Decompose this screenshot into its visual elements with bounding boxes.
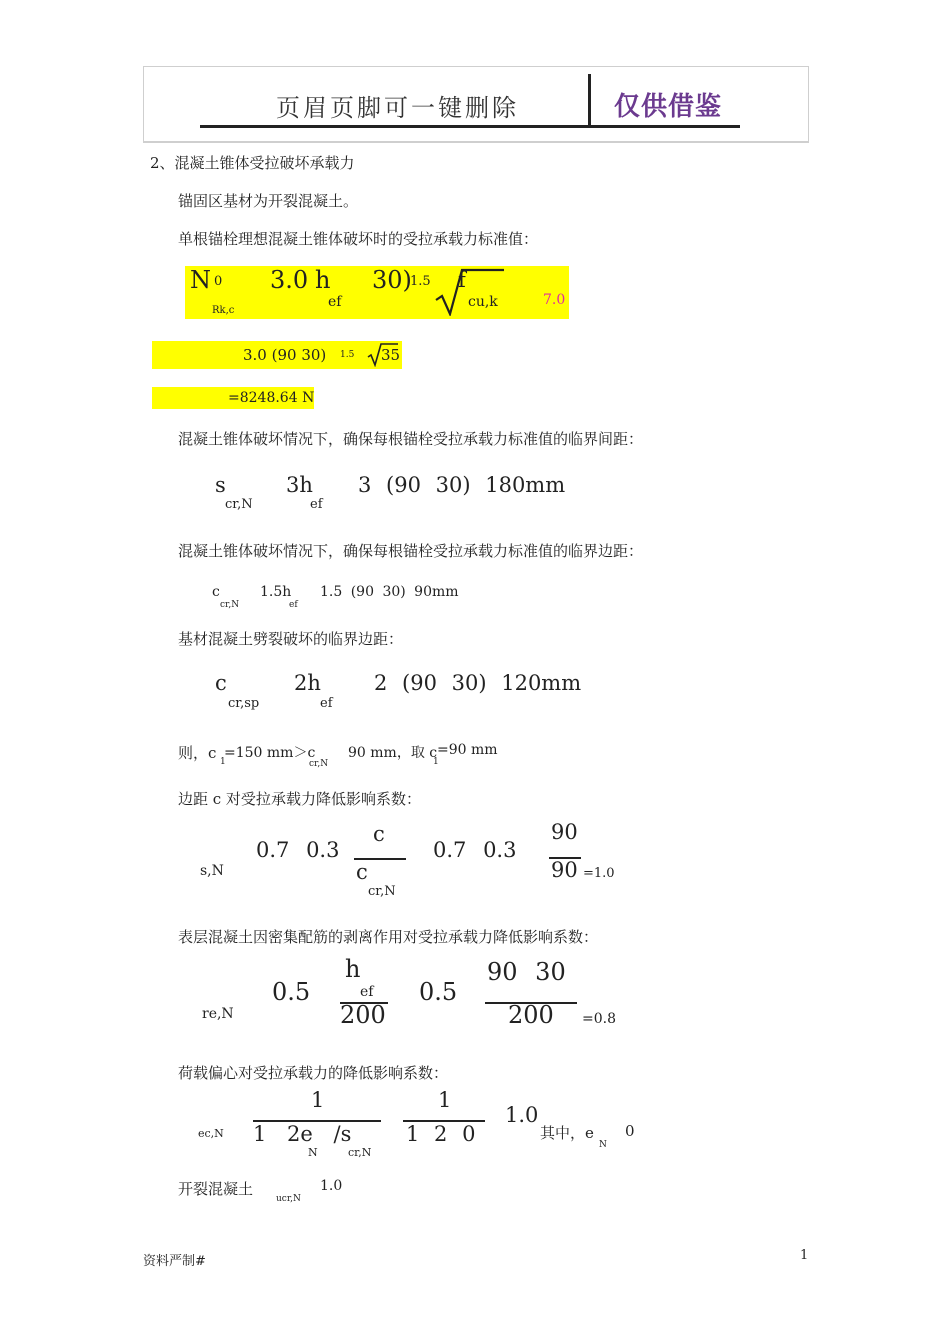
formula7-den2: 90 xyxy=(551,858,578,882)
footer-left: 资料严制# xyxy=(143,1254,206,1269)
paragraph-spalling-factor: 表层混凝土因密集配筋的剥离作用对受拉承载力降低影响系数： xyxy=(178,928,599,946)
formula5-ef: ef xyxy=(289,600,298,610)
paragraph-base-material: 锚固区基材为开裂混凝土。 xyxy=(178,192,359,210)
formula1-sub: Rk,c xyxy=(212,305,235,316)
formula9-num2: 1 xyxy=(438,1088,452,1112)
paragraph-then-s2: cr,N xyxy=(309,759,329,769)
formula2-root: 35 xyxy=(381,346,401,364)
formula1-ef: ef xyxy=(328,294,342,310)
formula7-t2: 0.7 0.3 xyxy=(433,838,517,862)
header-rule xyxy=(200,125,740,128)
formula2-expr: 3.0 (90 30) xyxy=(243,346,327,364)
formula1-minus30: 30) xyxy=(372,266,412,294)
formula7-sub: s,N xyxy=(200,863,224,879)
paragraph-critical-edge: 混凝土锥体破坏情况下，确保每根锚栓受拉承载力标准值的临界边距： xyxy=(178,542,644,560)
paragraph-then-b: =150 mm＞c xyxy=(224,745,316,761)
formula4-s: s xyxy=(215,473,226,497)
formula9-res: 1.0 xyxy=(505,1103,539,1127)
formula3-result: =8248.64 N xyxy=(228,390,315,406)
formula6-c: c xyxy=(215,671,227,695)
formula7-num2: 90 xyxy=(551,820,578,844)
formula1-h: h xyxy=(315,266,331,294)
header-separator xyxy=(588,74,591,128)
formula6-t2: 2 (90 30) 120mm xyxy=(374,671,582,695)
formula7-t1: 0.7 0.3 xyxy=(256,838,340,862)
formula1-f: f xyxy=(458,268,466,292)
formula5-t1: 1.5h xyxy=(260,584,292,600)
formula2-pow: 1.5 xyxy=(340,350,355,360)
formula4-t2: 3 (90 30) 180mm xyxy=(358,473,566,497)
paragraph-then-c: 90 mm，取 c xyxy=(348,745,438,761)
formula8-num2: 90 30 xyxy=(487,958,566,986)
paragraph-edge-factor: 边距 c 对受拉承载力降低影响系数： xyxy=(178,790,421,808)
formula8-numsub: ef xyxy=(360,984,374,1000)
paragraph-then-d: =90 mm xyxy=(437,742,498,758)
paragraph-cracked-concrete: 开裂混凝土 xyxy=(178,1180,254,1198)
formula8-num: h xyxy=(345,955,361,983)
formula8-t2: 0.5 xyxy=(419,978,458,1006)
paragraph-then-s3: 1 xyxy=(433,757,439,767)
formula9-densub2: cr,N xyxy=(348,1146,372,1159)
formula9-den2: 1 2 0 xyxy=(406,1122,476,1146)
formula4-t1: 3h xyxy=(286,473,313,497)
paragraph-cracked-val: 1.0 xyxy=(320,1178,343,1194)
formula9-sub: ec,N xyxy=(198,1127,224,1140)
paragraph-then-s1: 1 xyxy=(220,757,226,767)
formula9-den: 1 2e /s xyxy=(253,1122,352,1146)
formula8-t1: 0.5 xyxy=(272,978,311,1006)
paragraph-cone-capacity: 单根锚栓理想混凝土锥体破坏时的受拉承载力标准值： xyxy=(178,230,539,248)
formula6-sub: cr,sp xyxy=(228,696,260,711)
paragraph-splitting-edge: 基材混凝土劈裂破坏的临界边距： xyxy=(178,630,404,648)
formula9-where: 其中，e xyxy=(540,1124,594,1142)
formula8-res: =0.8 xyxy=(582,1011,616,1027)
formula9-wval: 0 xyxy=(625,1122,635,1140)
formula1-lhs: N xyxy=(190,266,211,294)
formula1-coef: 3.0 xyxy=(270,266,309,294)
formula1-sup0: 0 xyxy=(214,274,223,289)
formula4-ef: ef xyxy=(310,497,323,512)
page-number: 1 xyxy=(800,1248,809,1263)
formula5-t2: 1.5 (90 30) 90mm xyxy=(320,584,459,600)
formula1-pow: 1.5 xyxy=(410,274,431,289)
formula9-densub1: N xyxy=(308,1146,318,1159)
formula9-num: 1 xyxy=(311,1088,325,1112)
formula1-red-note: 7.0 xyxy=(543,292,566,308)
formula8-den2: 200 xyxy=(508,1001,554,1029)
formula5-c: c xyxy=(212,584,220,600)
formula7-den: c xyxy=(356,860,368,884)
formula6-ef: ef xyxy=(320,696,333,711)
paragraph-cracked-sub: ucr,N xyxy=(276,1194,301,1204)
paragraph-critical-spacing: 混凝土锥体破坏情况下，确保每根锚栓受拉承载力标准值的临界间距： xyxy=(178,430,644,448)
formula7-densub: cr,N xyxy=(368,884,396,899)
paragraph-then-a: 则，c xyxy=(178,744,217,762)
formula8-den: 200 xyxy=(340,1001,386,1029)
formula1-fsub: cu,k xyxy=(468,294,498,310)
paragraph-eccentricity-factor: 荷载偏心对受拉承载力的降低影响系数： xyxy=(178,1064,449,1082)
section-title: 2、混凝土锥体受拉破坏承载力 xyxy=(150,154,355,172)
formula6-t1: 2h xyxy=(294,671,321,695)
formula8-sub: re,N xyxy=(202,1006,234,1022)
header-left-text: 页眉页脚可一键删除 xyxy=(276,94,519,122)
formula7-res: =1.0 xyxy=(583,866,615,881)
formula9-wsub: N xyxy=(599,1140,607,1150)
formula7-num: c xyxy=(373,822,385,846)
formula4-sub: cr,N xyxy=(225,497,253,512)
formula5-sub: cr,N xyxy=(220,600,240,610)
header-right-text: 仅供借鉴 xyxy=(614,92,723,122)
